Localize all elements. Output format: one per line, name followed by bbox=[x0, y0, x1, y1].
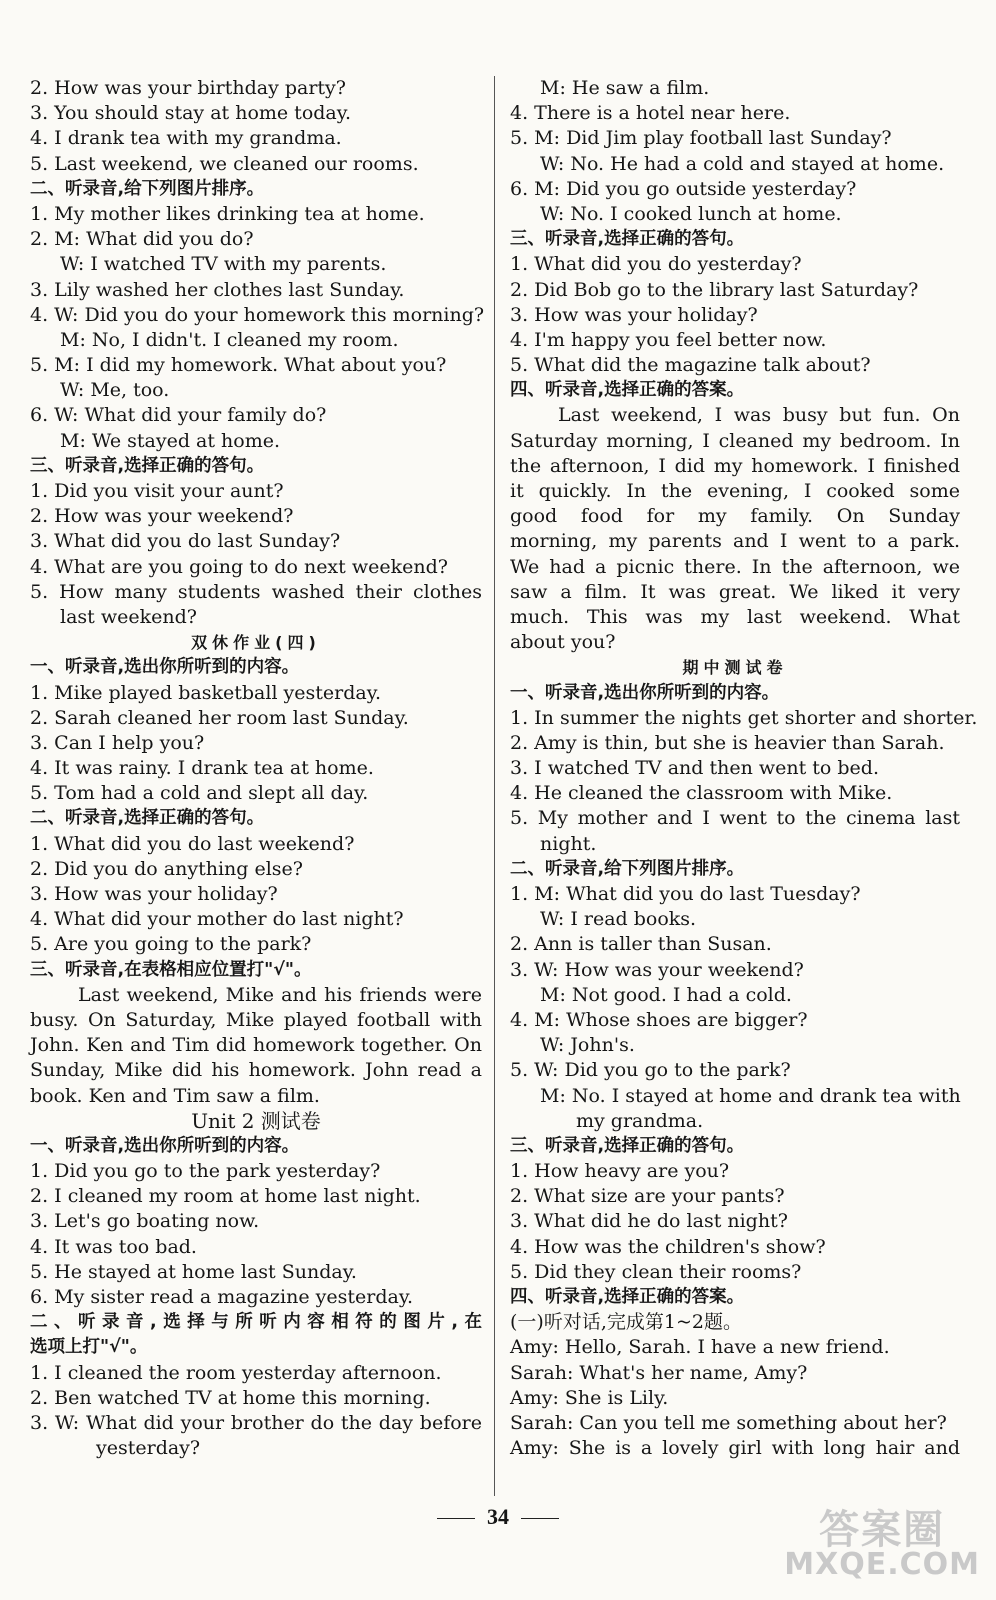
section-heading: 一、听录音,选出你所听到的内容。 bbox=[510, 682, 780, 703]
section-heading: 三、听录音,选择正确的答句。 bbox=[510, 229, 745, 250]
text-line: book. Ken and Tim saw a film. bbox=[30, 1084, 320, 1107]
section-heading: 二、听录音,给下列图片排序。 bbox=[30, 178, 265, 199]
left-column bbox=[30, 76, 485, 1461]
text-line: 6. M: Did you go outside yesterday? bbox=[510, 177, 857, 200]
text-line: 6. W: What did your family do? bbox=[30, 404, 327, 427]
section-heading: 选项上打"√"。 bbox=[30, 1337, 148, 1358]
section-heading: morning, my parents and I went to a park. bbox=[510, 530, 960, 553]
text-line: M: He saw a film. bbox=[540, 77, 710, 99]
text-line: 4. There is a hotel near here. bbox=[510, 102, 791, 125]
text-line: 3. W: How was your weekend? bbox=[510, 958, 804, 981]
section-heading: 二、听录音,选择正确的答句。 bbox=[30, 808, 265, 829]
text-line: 2. Amy is thin, but she is heavier than Sarah. bbox=[510, 731, 945, 754]
text-line: 1. What did you do last weekend? bbox=[30, 832, 355, 855]
text-line: 2. M: What did you do? bbox=[30, 228, 254, 251]
section-heading: it quickly. In the evening, I cooked some bbox=[510, 480, 960, 502]
text-line: 6. My sister read a magazine yesterday. bbox=[30, 1286, 414, 1308]
text-line: 4. It was too bad. bbox=[30, 1235, 197, 1258]
column-divider bbox=[494, 76, 495, 1496]
section-heading: 四、听录音,选择正确的答案。 bbox=[510, 380, 745, 401]
text-line: 2. Did Bob go to the library last Saturday? bbox=[510, 278, 919, 301]
section-heading: Last weekend, Mike and his friends were bbox=[78, 983, 482, 1006]
section-heading: We had a picnic there. In the afternoon, we bbox=[510, 555, 960, 578]
text-line: night. bbox=[540, 832, 597, 855]
text-line: 4. How was the children's show? bbox=[510, 1235, 826, 1258]
text-line: 2. How was your birthday party? bbox=[30, 77, 346, 99]
text-line: 2. Ann is taller than Susan. bbox=[510, 933, 772, 956]
section-heading: good food for my family. On Sunday bbox=[510, 505, 960, 528]
text-line: 3. Can I help you? bbox=[30, 731, 205, 754]
text-line: Amy: She is Lily. bbox=[510, 1386, 669, 1409]
text-line: 3. What did he do last night? bbox=[510, 1210, 788, 1233]
watermark-line2: MXQE.COM bbox=[784, 1547, 980, 1582]
text-line: 5. M: I did my homework. What about you? bbox=[30, 354, 447, 377]
text-line: 2. I cleaned my room at home last night. bbox=[30, 1185, 421, 1208]
text-line: 2. Ben watched TV at home this morning. bbox=[30, 1386, 431, 1409]
text-line: Amy: Hello, Sarah. I have a new friend. bbox=[510, 1336, 890, 1359]
text-line: W: No. He had a cold and stayed at home. bbox=[540, 152, 945, 175]
text-line: Sarah: Can you tell me something about her? bbox=[510, 1411, 947, 1434]
text-line: W: Me, too. bbox=[60, 379, 170, 402]
text-line: 1. In summer the nights get shorter and shorter. bbox=[510, 706, 978, 729]
text-line: 1. How heavy are you? bbox=[510, 1160, 730, 1183]
section-heading: 5. How many students washed their clothes bbox=[30, 580, 482, 603]
text-line: 1. My mother likes drinking tea at home. bbox=[30, 202, 425, 225]
section-heading: Saturday morning, I cleaned my bedroom. In bbox=[510, 429, 960, 452]
section-heading: 二、听录音,给下列图片排序。 bbox=[510, 858, 745, 879]
section-heading: 一、听录音,选出你所听到的内容。 bbox=[30, 1135, 300, 1156]
section-heading: Last weekend, I was busy but fun. On bbox=[558, 404, 960, 427]
section-heading: Unit 2 测试卷 bbox=[191, 1108, 321, 1133]
watermark-line1: 答案圈 bbox=[819, 1507, 946, 1553]
section-heading: 一、听录音,选出你所听到的内容。 bbox=[30, 657, 300, 678]
text-line: (一)听对话,完成第1~2题。 bbox=[510, 1311, 742, 1334]
section-heading: 二、听录音,选择与所听内容相符的图片,在 bbox=[30, 1312, 482, 1333]
text-line: 4. What are you going to do next weekend? bbox=[30, 555, 448, 578]
section-heading: John. Ken and Tim did homework together. On bbox=[30, 1034, 482, 1057]
text-line: 3. I watched TV and then went to bed. bbox=[510, 757, 879, 780]
text-line: M: We stayed at home. bbox=[60, 429, 281, 452]
text-line: last weekend? bbox=[60, 605, 197, 628]
text-line: 4. I'm happy you feel better now. bbox=[510, 328, 827, 351]
text-line: 2. What size are your pants? bbox=[510, 1185, 785, 1208]
text-line: 4. I drank tea with my grandma. bbox=[30, 127, 342, 150]
section-heading: 3. W: What did your brother do the day before bbox=[30, 1411, 482, 1434]
text-line: 5. W: Did you go to the park? bbox=[510, 1059, 791, 1082]
text-line: 3. Let's go boating now. bbox=[30, 1210, 260, 1233]
text-line: M: Not good. I had a cold. bbox=[540, 983, 792, 1006]
text-line: 3. Lily washed her clothes last Sunday. bbox=[30, 278, 405, 301]
section-heading: 三、听录音,在表格相应位置打"√"。 bbox=[30, 959, 312, 980]
text-line: 5. Did they clean their rooms? bbox=[510, 1260, 802, 1283]
section-heading: Amy: She is a lovely girl with long hair and bbox=[510, 1437, 960, 1460]
text-line: 1. I cleaned the room yesterday afternoon. bbox=[30, 1361, 442, 1384]
section-heading: 四、听录音,选择正确的答案。 bbox=[510, 1287, 745, 1307]
section-heading: busy. On Saturday, Mike played football with bbox=[30, 1008, 482, 1031]
text-line: W: I read books. bbox=[540, 908, 697, 931]
section-heading: 三、听录音,选择正确的答句。 bbox=[510, 1135, 745, 1156]
text-line: M: No, I didn't. I cleaned my room. bbox=[60, 328, 399, 351]
text-line: 5. Are you going to the park? bbox=[30, 933, 312, 956]
text-line: 4. M: Whose shoes are bigger? bbox=[510, 1008, 808, 1031]
text-line: 1. M: What did you do last Tuesday? bbox=[510, 883, 861, 905]
text-line: 3. How was your holiday? bbox=[30, 883, 278, 905]
text-line: 2. Did you do anything else? bbox=[30, 857, 303, 880]
text-line: 5. What did the magazine talk about? bbox=[510, 354, 871, 377]
text-line: 1. Did you go to the park yesterday? bbox=[30, 1160, 381, 1183]
right-column bbox=[510, 76, 978, 1461]
text-line: 3. What did you do last Sunday? bbox=[30, 530, 341, 553]
section-heading: Sunday, Mike did his homework. John read a bbox=[30, 1059, 482, 1082]
text-line: Sarah: What's her name, Amy? bbox=[510, 1361, 808, 1384]
watermark-logo bbox=[784, 1507, 980, 1582]
page-number: 34 bbox=[0, 1504, 996, 1530]
text-line: 4. It was rainy. I drank tea at home. bbox=[30, 757, 374, 780]
text-line: 5. M: Did Jim play football last Sunday? bbox=[510, 127, 892, 150]
text-line: 1. What did you do yesterday? bbox=[510, 253, 802, 276]
text-line: 2. How was your weekend? bbox=[30, 505, 294, 528]
text-line: 4. What did your mother do last night? bbox=[30, 908, 404, 931]
section-heading: 双休作业(四) bbox=[191, 633, 321, 653]
section-heading: 5. My mother and I went to the cinema last bbox=[510, 807, 960, 830]
text-line: 3. How was your holiday? bbox=[510, 303, 758, 326]
text-line: W: No. I cooked lunch at home. bbox=[540, 202, 842, 225]
text-line: 2. Sarah cleaned her room last Sunday. bbox=[30, 706, 409, 729]
text-line: W: I watched TV with my parents. bbox=[60, 253, 387, 276]
text-line: 5. He stayed at home last Sunday. bbox=[30, 1260, 357, 1283]
section-heading: M: No. I stayed at home and drank tea with bbox=[540, 1084, 961, 1107]
text-line: 1. Did you visit your aunt? bbox=[30, 480, 284, 502]
section-heading: the afternoon, I did my homework. I finished bbox=[510, 454, 960, 477]
section-heading: saw a film. It was great. We liked it very bbox=[510, 580, 960, 603]
text-line: 5. Last weekend, we cleaned our rooms. bbox=[30, 152, 419, 175]
text-line: 3. You should stay at home today. bbox=[30, 102, 351, 125]
text-line: yesterday? bbox=[96, 1437, 201, 1460]
text-line: W: John's. bbox=[540, 1034, 635, 1057]
section-heading: 三、听录音,选择正确的答句。 bbox=[30, 455, 265, 476]
text-line: 1. Mike played basketball yesterday. bbox=[30, 681, 381, 704]
section-heading: much. This was my last weekend. What bbox=[510, 605, 960, 628]
text-line: 5. Tom had a cold and slept all day. bbox=[30, 782, 369, 805]
text-line: 4. W: Did you do your homework this morning? bbox=[30, 303, 485, 326]
text-line: my grandma. bbox=[576, 1109, 704, 1132]
text-line: 4. He cleaned the classroom with Mike. bbox=[510, 782, 893, 805]
text-line: about you? bbox=[510, 631, 616, 654]
section-heading: 期中测试卷 bbox=[682, 658, 788, 678]
